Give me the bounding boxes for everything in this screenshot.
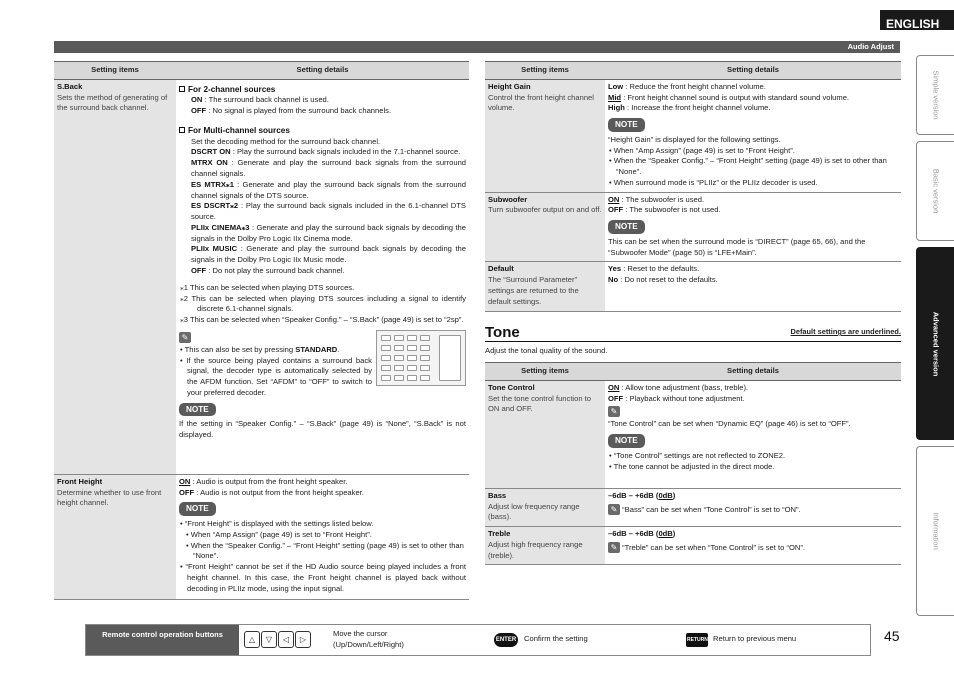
note-badge: NOTE — [608, 220, 645, 234]
tab-simple-version[interactable]: Simple version — [916, 55, 954, 135]
sback-title: S.Back — [57, 81, 83, 91]
sback-note-text: If the setting in “Speaker Config.” – “S.Back” (page 49) is “None”, “S.Back” is not displayed. — [179, 419, 466, 440]
cursor-left-icon: ◁ — [278, 631, 294, 648]
note-badge: NOTE — [608, 434, 645, 448]
divider — [485, 341, 901, 342]
sback-desc: Sets the method of generating of the surround back channel. — [57, 92, 168, 113]
col-header-details: Setting details — [605, 62, 901, 80]
section-title-bar: Audio Adjust — [54, 41, 900, 53]
memo-icon: ✎ — [608, 504, 620, 515]
two-channel-heading: For 2-channel sources — [179, 84, 466, 96]
return-button-icon: RETURN — [686, 633, 708, 647]
tone-desc: Adjust the tonal quality of the sound. — [485, 346, 608, 355]
cursor-up-icon: △ — [244, 631, 260, 648]
move-cursor-text: Move the cursor (Up/Down/Left/Right) — [333, 629, 404, 649]
language-label: ENGLISH — [880, 10, 954, 30]
table-row: S.Back Sets the method of generating of the surround back channel. For 2-channel sources ON : The surround back channel is used. OFF : No signal is played from the surround back channels. For Multi-channel sources Set the decoding method for the surround back channel. DSCRT ON : Play the surround back signals included in the 7.1-channel source. MTRX ON : Generate and play the surround back signals from the surround channel signals. ES MTRX⁎1 : Generate and play the surround back signals from the surround channel signals of the DTS source. ES DSCRT⁎2 : Play the surround back signals included in the 6.1-channel DTS source. PLIIx CINEMA⁎3 : Generate and play the surround back signals by decoding the signals in the Dolby Pro Logic IIx Cinema mode. PLIIx MUSIC : Generate and play the surround back signals by decoding the signals in the Dolby Pro Logic IIx Music mode. OFF : Do not play the surround back channel. ⁎1 This can be selected when playing DTS sources. ⁎2 This can be selected when playing DTS sources including a signal to identify discrete 6.1-channel signals. ⁎3 This can be selected when “Speaker Config.” – “S.Back” (page 49) is set to “2sp”. ✎ • This can also be set by pressing STANDARD. • If the source being played contains a surround back signal, the decoder type is automatically selected by the AFDM function. Set “AFDM” to “OFF” to switch to your preferred decoder. NOTE If the setting in “Speaker Config.” – “S.Back” (page 49) is “None”, “S.Back” is not displayed. — [54, 79, 469, 474]
remote-operation-footer — [85, 624, 871, 656]
tone-settings-table — [485, 362, 901, 565]
checkbox-icon — [179, 127, 185, 133]
table-row: Tone Control Set the tone control function to ON and OFF. ON : Allow tone adjustment (bass, treble). OFF : Playback without tone adjustment. ✎ “Tone Control” can be set when “Dynamic EQ” (page 46) is set to “OFF”. NOTE • “Tone Control” settings are not reflected to ZONE2. • The tone cannot be adjusted in the direct mode. — [485, 380, 901, 488]
col-header-details: Setting details — [176, 62, 469, 80]
checkbox-icon — [179, 86, 185, 92]
col-header-details: Setting details — [605, 363, 901, 381]
front-height-desc: Determine whether to use front height channel. — [57, 487, 162, 508]
page-number: 45 — [884, 628, 900, 644]
table-row: Subwoofer Turn subwoofer output on and off. ON : The subwoofer is used. OFF : The subwoofer is not used. NOTE This can be set when the surround mode is “DIRECT” (page 65, 66), and the “Subwoofer Mode” (page 50) is “LFE+Main”. — [485, 192, 901, 262]
tab-information[interactable]: Information — [916, 446, 954, 616]
front-height-title: Front Height — [57, 476, 103, 486]
tab-basic-version[interactable]: Basic version — [916, 141, 954, 241]
memo-icon: ✎ — [608, 406, 620, 417]
table-row: Bass Adjust low frequency range (bass). –6dB – +6dB (0dB) ✎ “Bass” can be set when “Tone Control” is set to “ON”. — [485, 488, 901, 526]
default-settings-note: Default settings are underlined. — [790, 327, 901, 336]
enter-text: Confirm the setting — [524, 634, 588, 643]
note-badge: NOTE — [608, 118, 645, 132]
remote-control-illustration — [376, 330, 466, 386]
right-settings-table — [485, 61, 901, 312]
footnotes: ⁎1 This can be selected when playing DTS sources. ⁎2 This can be selected when playing DTS sources including a signal to identify discrete 6.1-channel signals. ⁎3 This can be selected when “Speaker Config.” – “S.Back” (page 49) is set to “2sp”. — [180, 282, 466, 325]
enter-button-icon: ENTER — [494, 633, 518, 647]
cursor-right-icon: ▷ — [295, 631, 311, 648]
memo-icon: ✎ — [179, 332, 191, 343]
col-header-items: Setting items — [54, 62, 176, 80]
tone-heading: Tone — [485, 324, 520, 341]
return-text: Return to previous menu — [713, 634, 797, 643]
memo-icon: ✎ — [608, 542, 620, 553]
table-row: Default The “Surround Parameter” settings are returned to the default settings. Yes : Reset to the defaults. No : Do not reset to the defaults. — [485, 262, 901, 311]
note-badge: NOTE — [179, 403, 216, 417]
cursor-down-icon: ▽ — [261, 631, 277, 648]
multi-channel-heading: For Multi-channel sources — [179, 125, 466, 137]
cursor-keys — [244, 631, 311, 649]
col-header-items: Setting items — [485, 62, 605, 80]
table-row: Front Height Determine whether to use front height channel. ON : Audio is output from the front height speaker. OFF : Audio is not output from the front height speaker. NOTE • “Front Height” is displayed with the settings listed below. • When “Amp Assign” (page 49) is set to “Front Height”. • When the “Speaker Config.” – “Front Height” setting (page 49) is set to other than “None”. • “Front Height” cannot be set if the HD Audio source being played includes a front height channel. In this case, the Front height channel is played back without decoding in PLIIz mode, using the input signal. — [54, 474, 469, 599]
footer-label: Remote control operation buttons — [86, 625, 239, 655]
table-row: Height Gain Control the front height channel volume. Low : Reduce the front height channel volume. Mid : Front height channel sound is output with standard sound volume. High : Increase the front height channel volume. NOTE “Height Gain” is displayed for the following settings. • When “Amp Assign” (page 49) is set to “Front Height”. • When the “Speaker Config.” – “Front Height” setting (page 49) is set to other than “None”. • When surround mode is “PLIIz” or the PLIIz decoder is used. — [485, 79, 901, 192]
left-settings-table — [54, 61, 469, 600]
note-badge: NOTE — [179, 502, 216, 516]
col-header-items: Setting items — [485, 363, 605, 381]
tab-advanced-version[interactable]: Advanced version — [916, 247, 954, 440]
table-row: Treble Adjust high frequency range (treble). –6dB – +6dB (0dB) ✎ “Treble” can be set when “Tone Control” is set to “ON”. — [485, 527, 901, 565]
